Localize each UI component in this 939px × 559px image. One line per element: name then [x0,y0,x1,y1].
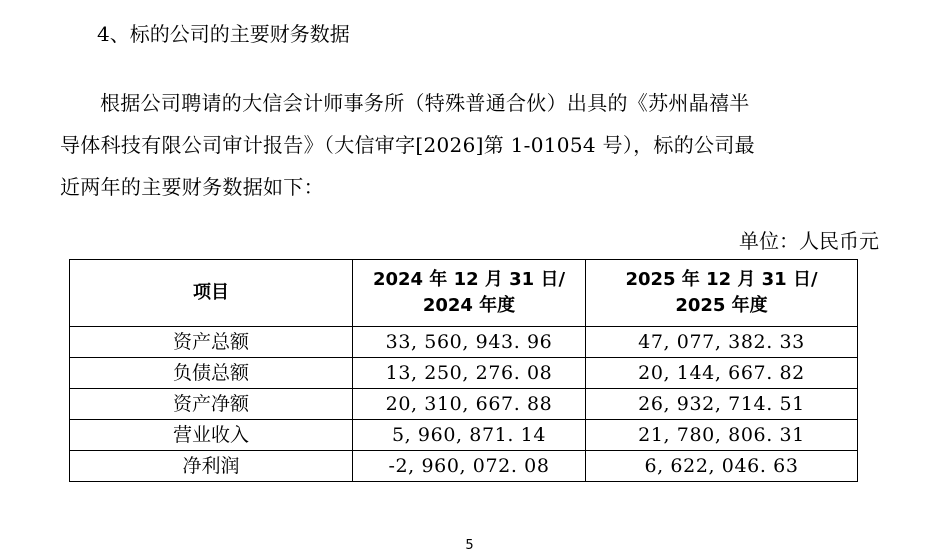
header-2024-line1: 2024 年 12 月 31 日/ [372,269,566,290]
unit-label: 单位：人民币元 [739,229,879,253]
page-number: 5 [465,538,474,553]
header-2024 [353,260,586,327]
paragraph-line: 根据公司聘请的大信会计师事务所（特殊普通合伙）出具的《苏州晶禧半 [100,91,750,115]
table-row [70,327,858,358]
table-header-row [70,260,858,327]
row-value-2024: -2, 960, 072. 08 [353,451,586,482]
row-value-2025: 6, 622, 046. 63 [586,451,858,482]
header-2025-line2: 2025 年度 [675,295,768,316]
table-row [70,358,858,389]
header-2024-line2: 2024 年度 [422,295,516,316]
row-value-2024: 20, 310, 667. 88 [353,389,586,420]
paragraph-line: 导体科技有限公司审计报告》（大信审字[2026]第 1-01054 号），标的公司最 [60,133,755,157]
row-value-2025: 47, 077, 382. 33 [586,327,858,358]
row-value-2025: 26, 932, 714. 51 [586,389,858,420]
header-2025 [586,260,858,327]
row-value-2024: 5, 960, 871. 14 [353,420,586,451]
row-value-2025: 21, 780, 806. 31 [586,420,858,451]
row-item: 净利润 [70,451,353,482]
header-item: 项目 [70,260,353,327]
table-row [70,389,858,420]
header-2025-line1: 2025 年 12 月 31 日/ [625,269,818,290]
intro-paragraph [60,82,885,208]
row-item: 资产总额 [70,327,353,358]
financial-data-table [69,259,858,482]
row-item: 负债总额 [70,358,353,389]
paragraph-line: 近两年的主要财务数据如下： [60,175,324,199]
row-item: 资产净额 [70,389,353,420]
table-row [70,451,858,482]
section-heading: 4、标的公司的主要财务数据 [97,22,350,46]
table-row [70,420,858,451]
row-value-2025: 20, 144, 667. 82 [586,358,858,389]
row-value-2024: 13, 250, 276. 08 [353,358,586,389]
row-value-2024: 33, 560, 943. 96 [353,327,586,358]
row-item: 营业收入 [70,420,353,451]
